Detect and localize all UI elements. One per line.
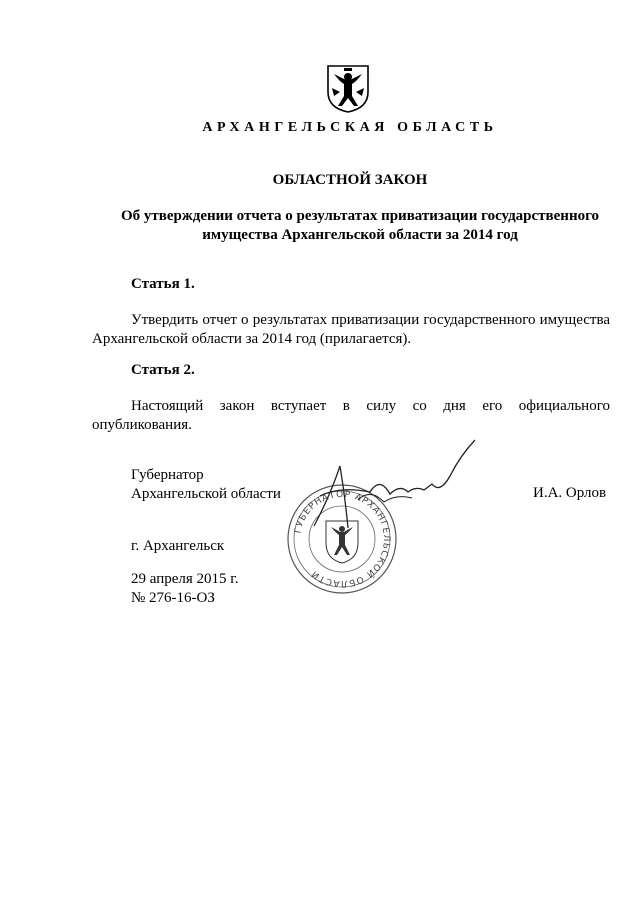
signing-place: г. Архангельск [131, 538, 225, 554]
document-type: ОБЛАСТНОЙ ЗАКОН [272, 172, 428, 188]
document-title [100, 207, 620, 245]
document-title-line: Об утверждении отчета о результатах приватизации государственного [120, 208, 600, 224]
signatory-position-line: Архангельской области [131, 486, 281, 502]
signatory-position [131, 466, 281, 504]
law-number: № 276-16-ОЗ [131, 590, 215, 606]
signatory-position-line: Губернатор [131, 467, 204, 483]
article-1-heading: Статья 1. [131, 276, 195, 292]
handwritten-signature-icon [300, 436, 490, 536]
signatory-name: И.А. Орлов [533, 485, 607, 501]
region-name: АРХАНГЕЛЬСКАЯ ОБЛАСТЬ [202, 120, 498, 135]
arkhangelsk-coat-of-arms-icon [324, 62, 372, 114]
article-1-text: Утвердить отчет о результатах приватизации государственного имущества Архангельской области за 2014 год (прилагается). [92, 312, 610, 347]
seal-text: ГУБЕРНАТОР АРХАНГЕЛЬСКОЙ ОБЛАСТИ [293, 489, 392, 589]
document-title-line: имущества Архангельской области за 2014 год [202, 227, 518, 243]
signing-date-number [131, 570, 239, 608]
article-2-text: Настоящий закон вступает в силу со дня его официального опубликования. [92, 398, 610, 433]
signing-date: 29 апреля 2015 г. [131, 571, 239, 587]
article-2-heading: Статья 2. [131, 362, 195, 378]
